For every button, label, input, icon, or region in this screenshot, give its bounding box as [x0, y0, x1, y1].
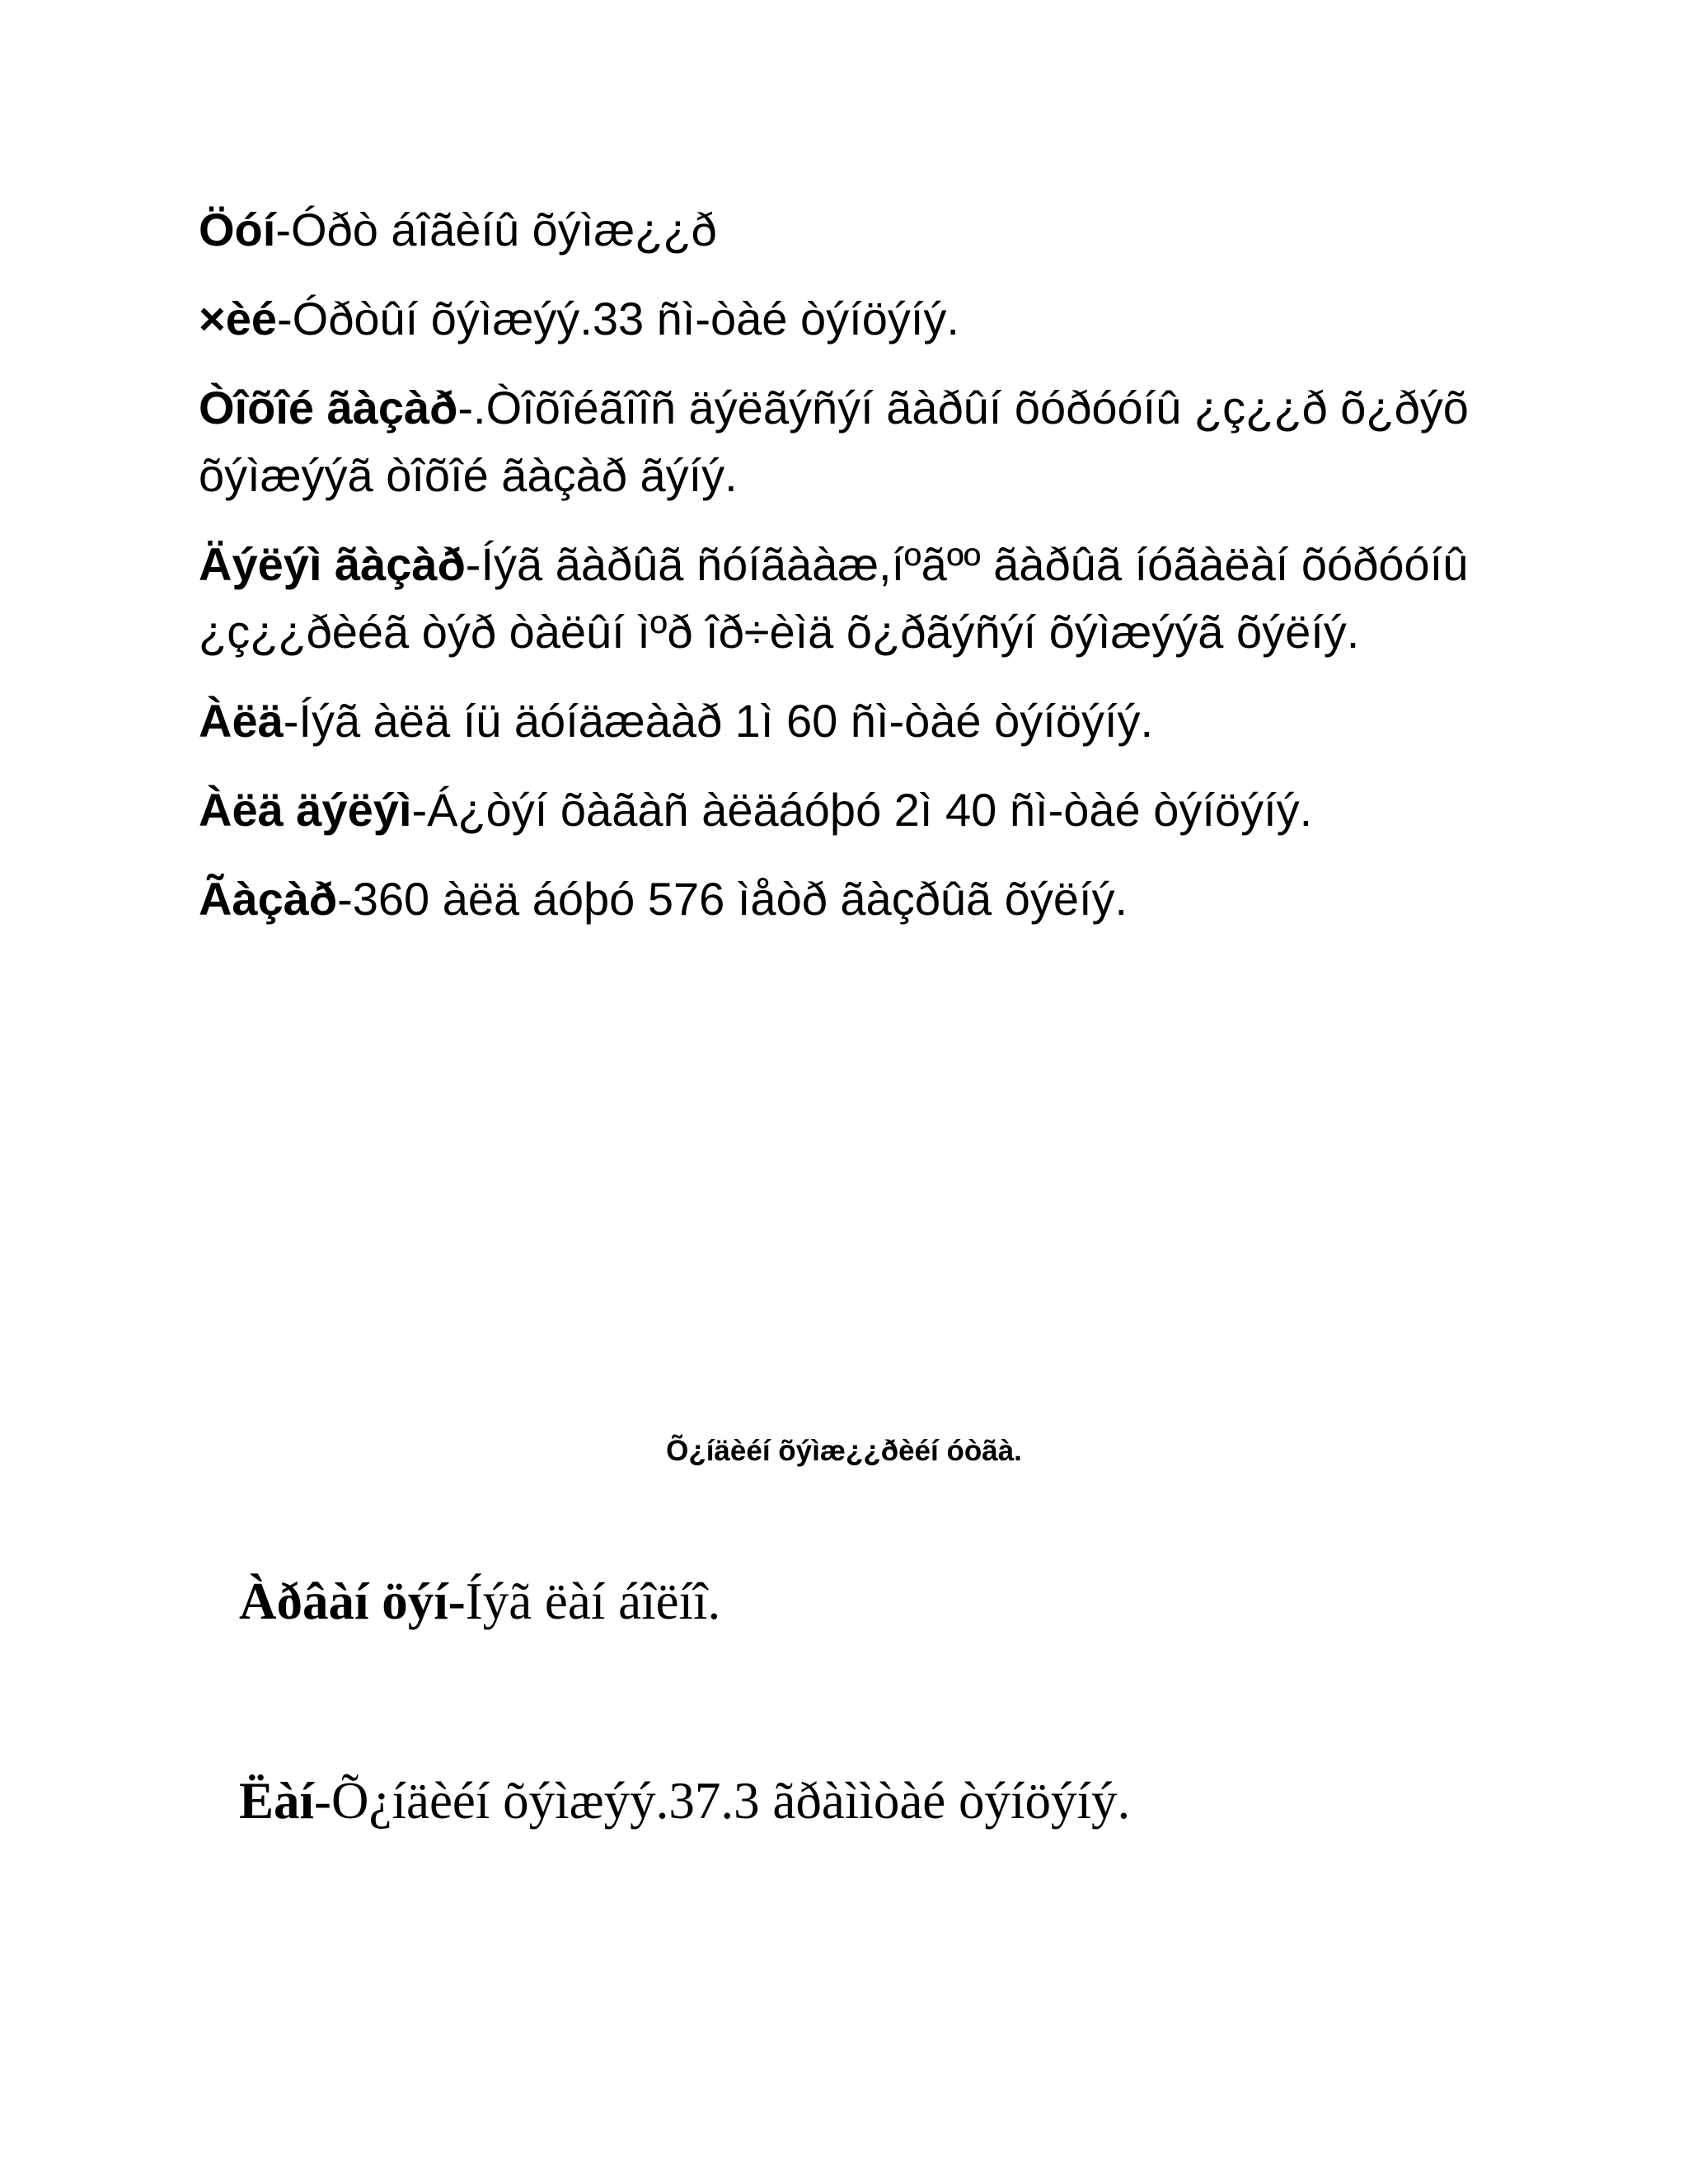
definition-separator: - [337, 873, 353, 925]
definition-text: 360 àëä áóþó 576 ìåòð ãàçðûã õýëíý. [352, 873, 1128, 925]
definition-separator: -. [457, 382, 486, 434]
definition-term: Äýëýì ãàçàð [199, 538, 466, 590]
definition-text: Óðò áîãèíû õýìæ¿¿ð [290, 204, 717, 255]
definition-entry [199, 865, 1484, 933]
definition-entry [199, 531, 1484, 666]
definition-term: Ãàçàð [199, 873, 338, 925]
definition-separator: - [275, 204, 291, 255]
definition-term: Àëä [199, 695, 284, 747]
weight-definition-entry [239, 1568, 1558, 1634]
definition-text: Óðòûí õýìæýý.33 ñì-òàé òýíöýíý. [292, 293, 959, 344]
definition-text: Õ¿íäèéí õýìæýý.37.3 ãðàììòàé òýíöýíý. [331, 1772, 1131, 1830]
definition-text: Òîõîéãîîñ äýëãýñýí ãàðûí õóðóóíû ¿ç¿¿ð õ¿ðýõ õýìæýýã òîõîé ãàçàð ãýíý. [199, 382, 1469, 501]
definition-entry [199, 196, 1484, 264]
definition-separator: - [283, 695, 299, 747]
definition-separator: - [411, 784, 428, 836]
definition-text: Íýã àëä íü äóíäæààð 1ì 60 ñì-òàé òýíöýíý. [298, 695, 1154, 747]
definition-entry [199, 776, 1484, 844]
weight-definition-entry [239, 1768, 1558, 1834]
definition-separator: - [314, 1772, 332, 1830]
definition-entry [199, 285, 1484, 353]
definition-separator: - [277, 293, 293, 344]
definition-text: Á¿òýí õàãàñ àëäáóþó 2ì 40 ñì-òàé òýíöýíý. [427, 784, 1313, 836]
definition-term: Àðâàí öýí- [239, 1572, 466, 1630]
definition-entry [199, 374, 1484, 509]
definition-text: Íýã ëàí áîëíî. [465, 1572, 721, 1630]
definition-term: Öóí [199, 204, 276, 255]
definition-term: Ëàí [239, 1772, 315, 1830]
section-heading: Õ¿íäèéí õýìæ¿¿ðèéí óòãà. [666, 1435, 1022, 1467]
definition-term: Àëä äýëýì [199, 784, 412, 836]
definition-separator: - [465, 538, 481, 590]
definition-entry [199, 687, 1484, 755]
definition-text: Íýã ãàðûã ñóíãààæ,íºãºº ãàðûã íóãàëàí õóðóóíû ¿ç¿¿ðèéã òýð òàëûí ìºð îð÷èìä õ¿ðãýñýí õýìæýýã õýëíý. [199, 538, 1469, 658]
definition-term: ×èé [199, 293, 277, 344]
measurement-definitions [199, 196, 1484, 954]
definition-term: Òîõîé ãàçàð [199, 382, 458, 434]
